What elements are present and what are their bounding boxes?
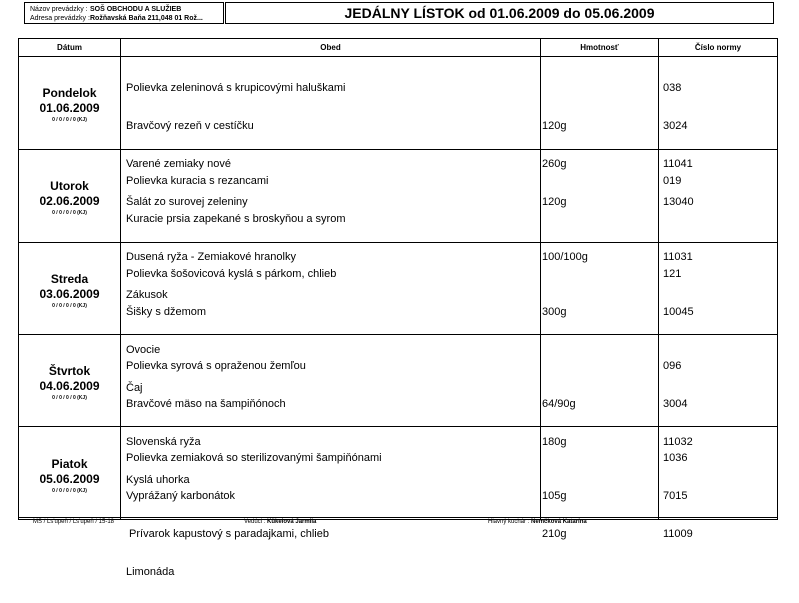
day-name: Pondelok	[42, 86, 97, 100]
norm-value: 3024	[663, 119, 688, 132]
day-energy-note: 0 / 0 / 0 / 0 (KJ)	[52, 395, 87, 401]
meal-item: Prívarok kapustový s paradajkami, chlieb	[126, 527, 329, 540]
meal-item: Zákusok	[126, 288, 168, 301]
footer-manager	[244, 518, 316, 527]
day-date: 04.06.2009	[39, 379, 100, 393]
day-name: Piatok	[51, 457, 88, 471]
meal-item: Polievka zeleninová s krupicovými haluškami	[126, 82, 346, 95]
norm-value: 7015	[663, 489, 688, 502]
col-header-meal: Obed	[320, 43, 341, 52]
facility-name-line	[30, 5, 181, 14]
col-header-weight: Hmotnosť	[580, 43, 619, 52]
meal-list-friday	[126, 427, 382, 603]
day-name: Štvrtok	[48, 364, 91, 378]
norm-value: 11009	[663, 527, 693, 540]
norm-value: 13040	[663, 195, 694, 208]
weight-value: 120g	[542, 195, 567, 208]
norm-value: 096	[663, 360, 682, 373]
norm-value: 11041	[663, 157, 693, 170]
meal-item: Vyprážaný karbonátok	[126, 489, 236, 502]
day-cell-friday	[19, 457, 120, 495]
footer-code: MS / Ls'upeň / Ls'upeň / 15-18	[33, 519, 115, 525]
norm-value: 038	[663, 82, 682, 95]
norm-value	[663, 566, 693, 579]
norm-value: 3004	[663, 397, 688, 410]
meal-item: Kuracie prsia zapekané s broskyňou a syrom	[126, 212, 346, 225]
col-divider	[540, 39, 541, 519]
meal-item: Polievka syrová s opraženou žemľou	[126, 360, 306, 373]
meal-item: Limonáda	[126, 565, 175, 578]
weight-value: 210g	[542, 527, 567, 540]
weight-value: 300g	[542, 305, 567, 318]
footer-manager-name: Kükelová Jarmila	[267, 519, 317, 525]
footer-chef	[488, 518, 587, 527]
weight-value: 100/100g	[542, 250, 588, 263]
col-header-date: Dátum	[57, 43, 82, 52]
footer-chef-name: Nemčková Katarína	[531, 519, 587, 525]
day-name: Streda	[50, 272, 89, 286]
day-date: 05.06.2009	[39, 472, 100, 486]
norm-value: 121	[663, 268, 682, 281]
weight-value	[542, 82, 566, 95]
day-energy-note: 0 / 0 / 0 / 0 (KJ)	[52, 303, 87, 309]
weight-value: 64/90g	[542, 397, 576, 410]
norm-value	[663, 213, 693, 226]
footer-manager-label: Vedúci :	[244, 519, 266, 525]
weight-list-friday	[542, 427, 566, 603]
facility-info-box	[24, 2, 224, 24]
footer-chef-label: Hlavný kuchár :	[488, 519, 530, 525]
meal-item: Čaj	[126, 381, 143, 394]
norm-value: 019	[663, 175, 682, 188]
facility-name-label: Názov prevádzky :	[30, 6, 88, 13]
meal-item: Polievka šošovicová kyslá s párkom, chlieb	[126, 268, 337, 281]
meal-item: Šišky s džemom	[126, 305, 207, 318]
norm-list-friday	[663, 427, 693, 603]
meal-item: Šalát zo surovej zeleniny	[126, 195, 248, 208]
norm-value: 10045	[663, 305, 694, 318]
facility-address-line	[30, 14, 203, 23]
meal-item: Polievka kuracia s rezancami	[126, 175, 269, 188]
day-cell-monday	[19, 86, 120, 124]
meal-item: Kyslá uhorka	[126, 473, 190, 486]
weight-value	[542, 452, 566, 465]
day-cell-thursday	[19, 364, 120, 402]
meal-item: Slovenská ryža	[126, 435, 201, 448]
weight-value: 105g	[542, 489, 567, 502]
facility-address-label: Adresa prevádzky :	[30, 15, 90, 22]
norm-value: 1036	[663, 452, 688, 465]
meal-item: Ovocie	[126, 343, 161, 356]
norm-value: 11031	[663, 250, 693, 263]
weight-value: 180g	[542, 435, 567, 448]
meal-item: Varené zemiaky nové	[126, 157, 231, 170]
weight-value	[542, 360, 576, 373]
weight-value: 260g	[542, 157, 567, 170]
meal-item: Bravčové mäso na šampiňónoch	[126, 397, 286, 410]
day-energy-note: 0 / 0 / 0 / 0 (KJ)	[52, 210, 87, 216]
weight-value: 120g	[542, 119, 567, 132]
day-cell-tuesday	[19, 179, 120, 217]
day-name: Utorok	[50, 179, 89, 193]
day-date: 03.06.2009	[39, 287, 100, 301]
weight-value	[542, 268, 566, 281]
meal-item: Polievka zemiaková so sterilizovanými šampiňónami	[126, 452, 382, 465]
facility-address: Rožňavská Baňa 211,048 01 Rož...	[90, 15, 203, 22]
day-energy-note: 0 / 0 / 0 / 0 (KJ)	[52, 117, 87, 123]
col-divider	[120, 39, 121, 519]
meal-item: Dusená ryža - Zemiakové hranolky	[126, 250, 296, 263]
norm-value: 11032	[663, 435, 693, 448]
day-energy-note: 0 / 0 / 0 / 0 (KJ)	[52, 488, 87, 494]
weight-value	[542, 213, 588, 226]
weight-value	[542, 175, 588, 188]
day-date: 01.06.2009	[39, 101, 100, 115]
day-date: 02.06.2009	[39, 194, 100, 208]
day-cell-wednesday	[19, 272, 120, 310]
meal-item: Bravčový rezeň v cestíčku	[126, 119, 254, 132]
col-divider	[658, 39, 659, 519]
page-title: JEDÁLNY LÍSTOK od 01.06.2009 do 05.06.2009	[225, 2, 774, 24]
facility-name: SOŠ OBCHODU A SLUŽIEB	[90, 6, 182, 13]
col-header-norm: Číslo normy	[694, 43, 742, 52]
weight-value	[542, 566, 566, 579]
